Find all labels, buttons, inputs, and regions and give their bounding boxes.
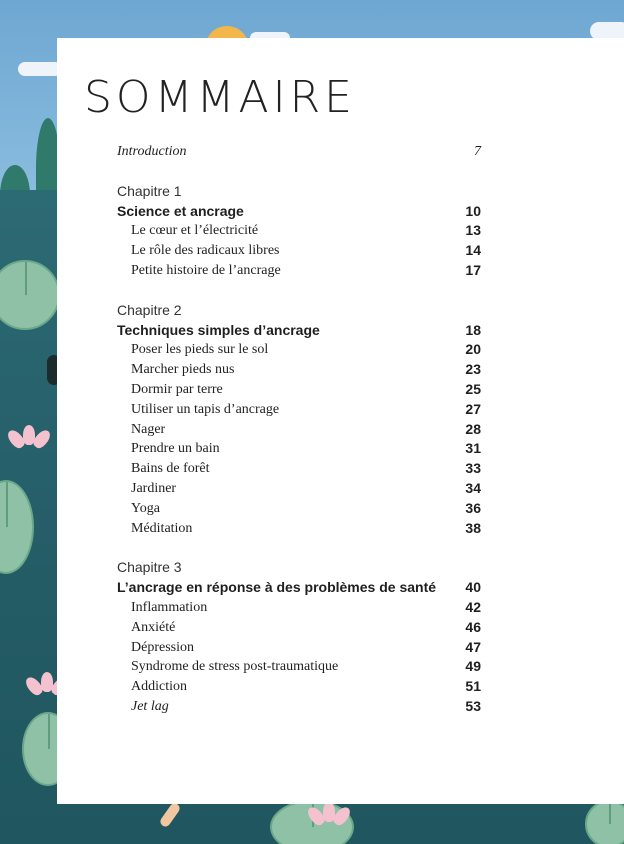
toc-item[interactable]: Inflammation 42 bbox=[131, 598, 481, 615]
lily-pad-shape bbox=[585, 800, 624, 844]
toc-page-number: 40 bbox=[465, 579, 481, 596]
lotus-flower-shape bbox=[10, 425, 48, 445]
toc-item[interactable]: Le rôle des radicaux libres 14 bbox=[131, 242, 481, 259]
toc-chapter-title[interactable] bbox=[117, 578, 481, 598]
toc-item[interactable]: Méditation 38 bbox=[131, 519, 481, 536]
chapter-label: Chapitre 1 bbox=[117, 182, 182, 199]
toc-page-number: 7 bbox=[474, 144, 481, 159]
toc-entry-label: Techniques simples d’ancrage bbox=[117, 321, 320, 338]
toc-item[interactable]: Syndrome de stress post-traumatique 49 bbox=[131, 658, 481, 675]
toc-entry-label: Introduction bbox=[117, 144, 187, 159]
toc-item[interactable]: Dépression 47 bbox=[131, 638, 481, 655]
toc-item[interactable]: Marcher pieds nus 23 bbox=[131, 361, 481, 378]
toc-item[interactable]: Nager 28 bbox=[131, 420, 481, 437]
toc-chapter-title[interactable] bbox=[117, 202, 481, 222]
cloud-shape bbox=[18, 62, 62, 76]
toc-item[interactable]: Bains de forêt 33 bbox=[131, 460, 481, 477]
toc-item[interactable]: Utiliser un tapis d’ancrage 27 bbox=[131, 400, 481, 417]
toc-item[interactable]: Prendre un bain 31 bbox=[131, 440, 481, 457]
chapter-label: Chapitre 3 bbox=[117, 559, 182, 576]
toc-item[interactable]: Dormir par terre 25 bbox=[131, 380, 481, 397]
toc-page-number: 10 bbox=[465, 202, 481, 219]
toc-item[interactable]: Poser les pieds sur le sol 20 bbox=[131, 341, 481, 358]
toc-entry-label: Science et ancrage bbox=[117, 202, 244, 219]
toc-chapter-title[interactable] bbox=[117, 321, 481, 341]
lotus-flower-shape bbox=[310, 802, 348, 822]
toc-page-number: 18 bbox=[465, 321, 481, 338]
toc-item[interactable]: Jet lag 53 bbox=[131, 697, 481, 714]
toc-item[interactable]: Le cœur et l’électricité 13 bbox=[131, 222, 481, 239]
toc-item[interactable]: Yoga 36 bbox=[131, 499, 481, 516]
toc-introduction[interactable] bbox=[117, 142, 481, 162]
toc-item[interactable]: Addiction 51 bbox=[131, 678, 481, 695]
book-page bbox=[57, 38, 624, 804]
toc-item[interactable]: Petite histoire de l’ancrage 17 bbox=[131, 261, 481, 278]
toc-entry-label: L’ancrage en réponse à des problèmes de santé bbox=[117, 579, 437, 596]
chapter-label: Chapitre 2 bbox=[117, 301, 182, 318]
toc-item[interactable]: Jardiner 34 bbox=[131, 479, 481, 496]
toc-item[interactable]: Anxiété 46 bbox=[131, 618, 481, 635]
table-of-contents bbox=[117, 142, 481, 717]
page-title: SOMMAIRE bbox=[84, 72, 356, 123]
